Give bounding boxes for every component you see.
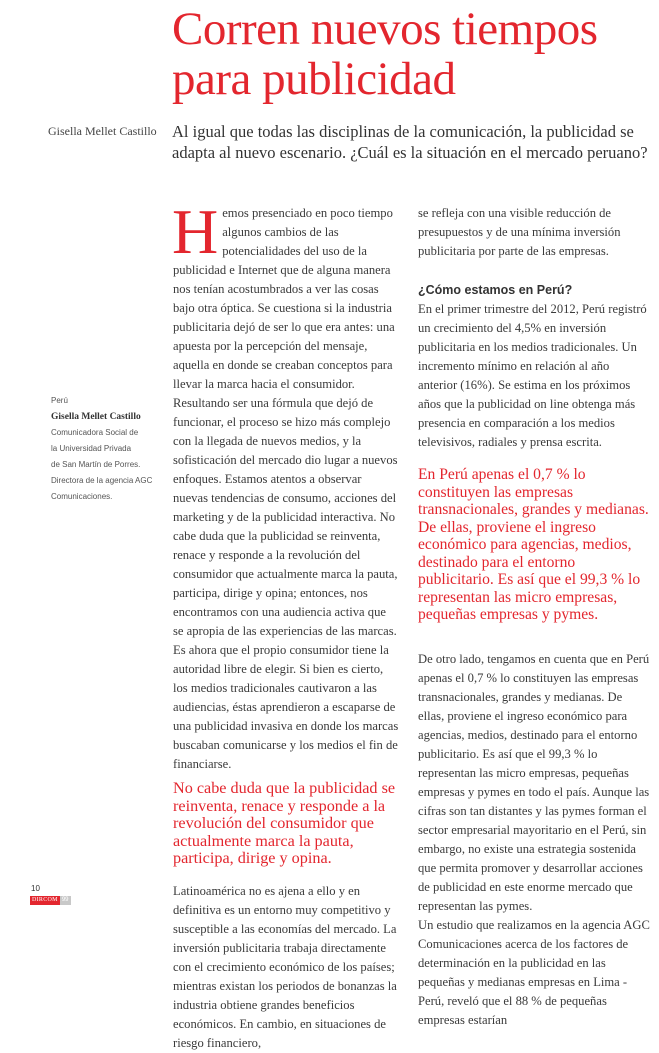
- author-bio-line: la Universidad Privada: [51, 444, 132, 453]
- author-bio-line: de San Martín de Porres.: [51, 460, 141, 469]
- article-lede: Al igual que todas las disciplinas de la comunicación, la publicidad se adapta al nuevo escenario. ¿Cuál es la situación en el mercado peruano?: [172, 122, 648, 162]
- drop-cap: H: [172, 196, 219, 267]
- page-number: 10: [31, 884, 40, 893]
- body-column-1: [172, 196, 399, 1053]
- body-paragraph: Latinoamérica no es ajena a ello y en definitiva es un entorno muy competitivo y susceptible a las economías del mercado. La inversión publicitaria trabaja directamente con el crecimiento económico de los países; mientras existan los periodos de bonanzas la industria obtiene grandes beneficios económicos. En cambio, en situaciones de riesgo financiero,: [173, 883, 397, 1050]
- author-country: Perú: [51, 396, 68, 405]
- body-paragraph: se refleja con una visible reducción de presupuestos y de una mínima inversión publicitaria por parte de las empresas.: [418, 206, 621, 258]
- author-bio-line: Comunicadora Social de: [51, 428, 139, 437]
- magazine-brand: DIRCOM: [32, 897, 58, 903]
- pull-quote: No cabe duda que la publicidad se reinventa, renace y responde a la revolución del consumidor que actualmente marca la pauta, participa, dirige y opina.: [173, 779, 396, 867]
- body-column-2: [418, 204, 650, 1030]
- author-bio-line: Directora de la agencia AGC: [51, 476, 153, 485]
- author-name: Gisella Mellet Castillo: [51, 412, 141, 422]
- body-paragraph: De otro lado, tengamos en cuenta que en Perú apenas el 0,7 % lo constituyen las empresas transnacionales, grandes y medianas. De ellas, proviene el ingreso económico para agencias, medios, destinado para el entorno publicitario. Es así que el 99,3 % lo representan las micro empresas, pequeñas empresas y pymes en todo el país. Aunque las cifras son tan distantes y las pymes forman el sector empresarial mayoritario en el Perú, sin embargo, no existe una estrategia sostenida que permita promover y desarrollar acciones de publicidad en este enorme mercado que representan las pymes.: [418, 651, 650, 913]
- body-paragraph: [172, 196, 399, 774]
- author-bio-line: Comunicaciones.: [51, 492, 113, 501]
- section-subheading: ¿Cómo estamos en Perú?: [418, 283, 573, 297]
- body-paragraph: En el primer trimestre del 2012, Perú registró un crecimiento del 4,5% en inversión publicitaria en los medios tradicionales. Un incremento mínimo en relación al año anterior (16%). Se estima en los próximos años que la publicidad on line obtenga más presencia en comparación a los medios televisivos, radiales y prensa escrita.: [418, 302, 647, 449]
- article-title: Corren nuevos tiempos para publicidad: [172, 3, 598, 105]
- magazine-badge: [30, 896, 71, 905]
- body-paragraph: Un estudio que realizamos en la agencia AGC Comunicaciones acerca de los factores de determinación en la publicidad en las pequeñas y medianas empresas en Lima - Perú, reveló que el 88 % de pequeñas empresas estarían: [418, 917, 650, 1027]
- article-byline: Gisella Mellet Castillo: [48, 124, 157, 138]
- issue-number: 99: [61, 897, 69, 903]
- pull-quote: En Perú apenas el 0,7 % lo constituyen las empresas transnacionales, grandes y medianas. De ellas, proviene el ingreso económico para agencias, medios, destinado para el entorno publicitario. Es así que el 99,3 % lo representan las micro empresas, pequeñas empresas y pymes.: [418, 466, 649, 623]
- author-bio: [51, 393, 171, 505]
- paragraph-text: emos presenciado en poco tiempo algunos cambios de las potencialidades del uso de la publicidad e Internet que de alguna manera nos tenían acostumbrados a ver las cosas bajo otra óptica. Se cuestiona si la industria publicitaria dejó de ser lo que era antes: una apuesta por la percepción del mensaje, aquella en donde se creaban conceptos para llevar la marca hacia el consumidor. Resultando ser una fórmula que dejó de funcionar, el proceso se hizo más complejo con la llegada de nuevos medios, y la sofisticación del mercado dio lugar a nuevos enfoques. Estamos atentos a observar nuevas tendencias de consumo, acciones del marketing y de la publicidad interactiva. No cabe duda que la publicidad se reinventa, renace y responde a la revolución del consumidor que actualmente marca la pauta, participa, dirige y opina; entonces, nos encontramos con una audiencia activa que se apropia de las experiencias de las marcas. Es ahora que el propio consumidor tiene la autoridad libre de elegir. Si bien es cierto, los medios tradicionales cautivaron a las audiencias, éstas aprendieron a escaparse de una publicidad invasiva en donde los marcas buscaban comunicarse y los medios el fin de financiarse.: [173, 206, 399, 771]
